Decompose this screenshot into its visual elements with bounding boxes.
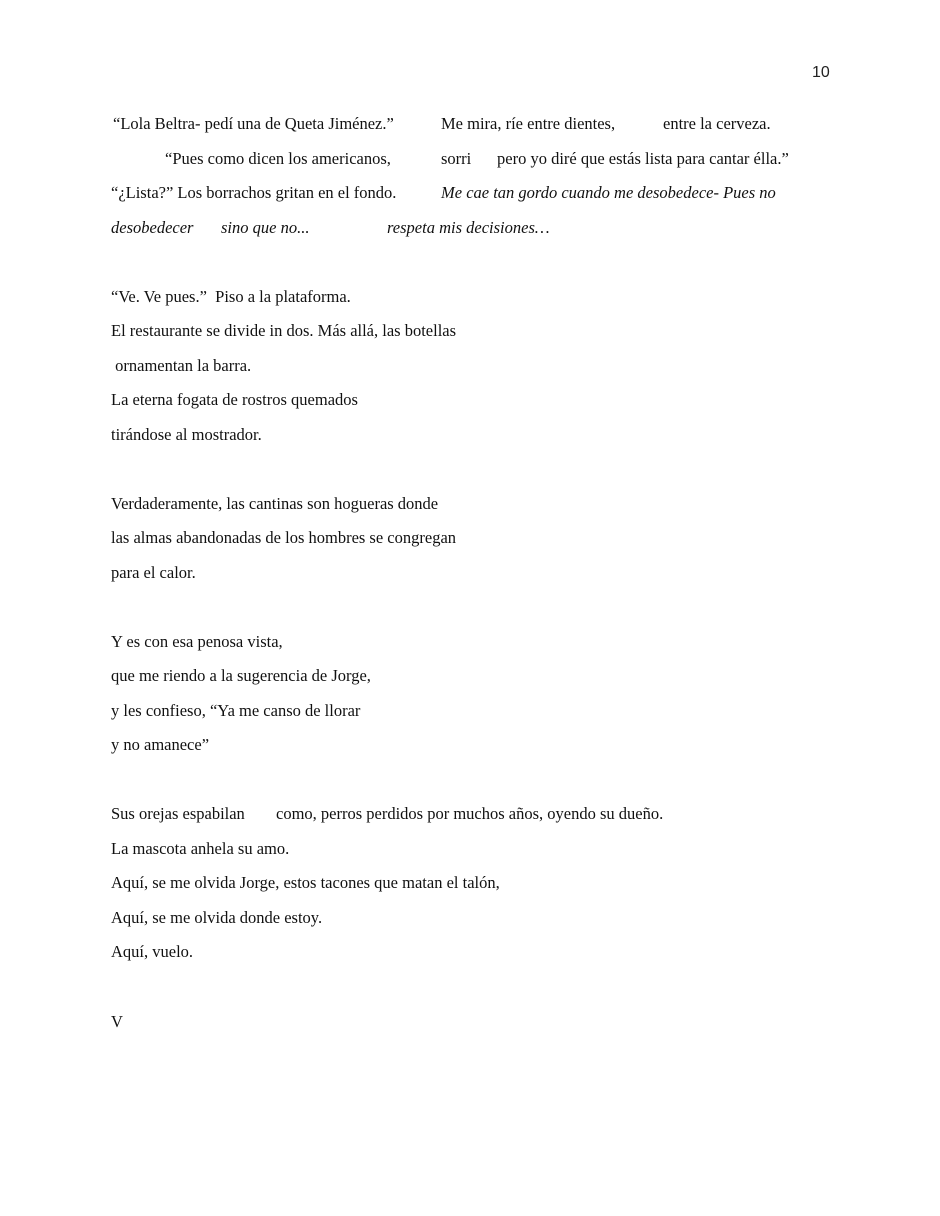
poem-line: Aquí, se me olvida donde estoy. [111,908,323,927]
page-number: 10 [812,64,830,81]
line-1-segment-2: Me mira, ríe entre dientes, [441,114,616,133]
poem-line: ornamentan la barra. [111,356,252,375]
poem-line: “Ve. Ve pues.” Piso a la plataforma. [111,287,351,306]
poem-line: que me riendo a la sugerencia de Jorge, [111,666,371,685]
poem-line: Aquí, se me olvida Jorge, estos tacones que matan el talón, [111,873,500,892]
poem-line: La mascota anhela su amo. [111,839,290,858]
line-3-segment-2: Me cae tan gordo cuando me desobedece- Pues no [441,183,776,202]
poem-line: para el calor. [111,563,196,582]
line-4-segment-1: desobedecer [111,218,194,237]
line-1-segment-1: “Lola Beltra- pedí una de Queta Jiménez.” [113,114,394,133]
line-1-segment-3: entre la cerveza. [663,114,771,133]
poem-line: La eterna fogata de rostros quemados [111,390,358,409]
poem-line: tirándose al mostrador. [111,425,262,444]
poem-line: Sus orejas espabilan [111,804,245,823]
poem-line: Y es con esa penosa vista, [111,632,283,651]
poem-line: y les confieso, “Ya me canso de llorar [111,701,361,720]
line-3-segment-1: “¿Lista?” Los borrachos gritan en el fondo. [111,183,397,202]
poem-line: y no amanece” [111,735,210,754]
section-numeral: V [111,1012,123,1031]
line-2-segment-1: “Pues como dicen los americanos, [165,149,391,168]
line-2-segment-2: sorri [441,149,472,168]
poem-line: Verdaderamente, las cantinas son hogueras donde [111,494,439,513]
poem-line: las almas abandonadas de los hombres se congregan [111,528,457,547]
poem-line: Aquí, vuelo. [111,942,194,961]
line-4-segment-2: sino que no... [221,218,310,237]
line-2-segment-3: pero yo diré que estás lista para cantar élla.” [497,149,789,168]
line-4-segment-3: respeta mis decisiones… [387,218,550,237]
poem-line: como, perros perdidos por muchos años, oyendo su dueño. [276,804,664,823]
poem-line: El restaurante se divide in dos. Más allá, las botellas [111,321,457,340]
